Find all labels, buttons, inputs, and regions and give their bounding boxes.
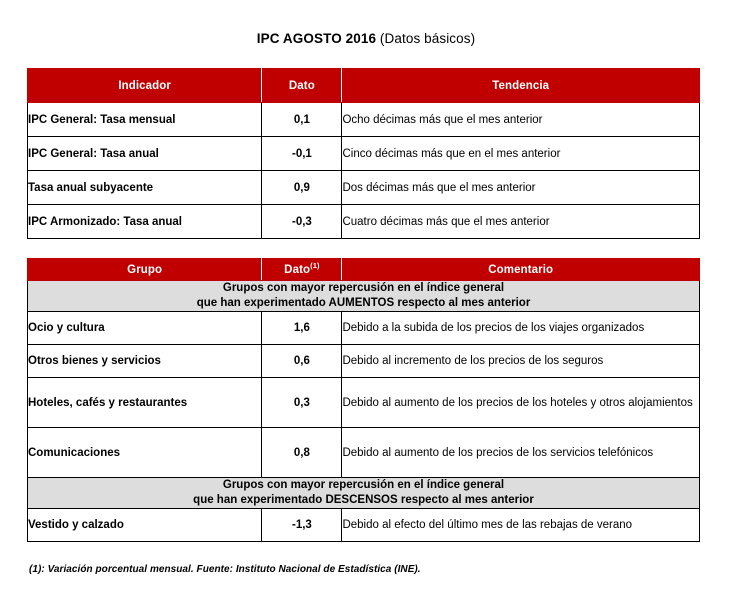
table-row	[28, 378, 700, 428]
cell-comentario: Debido al aumento de los precios de los servicios telefónicos	[342, 428, 700, 478]
cell-grupo: Vestido y calzado	[28, 509, 262, 542]
cell-tendencia: Cinco décimas más que en el mes anterior	[342, 137, 700, 171]
table-grupos-header-row	[28, 259, 700, 281]
cell-dato: -0,1	[262, 137, 342, 171]
cell-comentario: Debido a la subida de los precios de los viajes organizados	[342, 312, 700, 345]
footnote-marker: (1)	[310, 260, 320, 270]
cell-indicador: IPC General: Tasa anual	[28, 137, 262, 171]
column-header-indicador: Indicador	[28, 69, 262, 103]
cell-tendencia: Ocho décimas más que el mes anterior	[342, 103, 700, 137]
table-indicadores-header-row	[28, 69, 700, 103]
band-row-descensos	[28, 478, 700, 509]
column-header-dato	[262, 259, 342, 281]
column-header-grupo: Grupo	[28, 259, 262, 281]
cell-dato: -1,3	[262, 509, 342, 542]
footnote-source: (1): Variación porcentual mensual. Fuente: Instituto Nacional de Estadística (INE).	[29, 564, 421, 575]
cell-grupo: Ocio y cultura	[28, 312, 262, 345]
table-row	[28, 103, 700, 137]
cell-grupo: Otros bienes y servicios	[28, 345, 262, 378]
band-row-aumentos	[28, 281, 700, 312]
table-row	[28, 171, 700, 205]
page-title-rest: (Datos básicos)	[376, 31, 476, 46]
table-row	[28, 345, 700, 378]
page-title	[0, 31, 732, 47]
table-grupos	[27, 258, 700, 542]
page-title-strong: IPC AGOSTO 2016	[256, 31, 377, 46]
column-header-dato: Dato	[262, 69, 342, 103]
cell-tendencia: Dos décimas más que el mes anterior	[342, 171, 700, 205]
band-descensos-line1: Grupos con mayor repercusión en el índice general	[222, 479, 505, 491]
table-row	[28, 205, 700, 239]
column-header-tendencia: Tendencia	[342, 69, 700, 103]
cell-dato: -0,3	[262, 205, 342, 239]
table-row	[28, 428, 700, 478]
band-aumentos	[28, 281, 700, 312]
table-indicadores	[27, 68, 700, 239]
table-row	[28, 137, 700, 171]
cell-indicador: IPC General: Tasa mensual	[28, 103, 262, 137]
cell-grupo: Hoteles, cafés y restaurantes	[28, 378, 262, 428]
cell-dato: 0,3	[262, 378, 342, 428]
cell-comentario: Debido al efecto del último mes de las rebajas de verano	[342, 509, 700, 542]
column-header-dato-label: Dato	[284, 263, 311, 276]
cell-comentario: Debido al incremento de los precios de los seguros	[342, 345, 700, 378]
band-descensos	[28, 478, 700, 509]
band-descensos-line2: que han experimentado DESCENSOS respecto al mes anterior	[193, 494, 534, 506]
table-row	[28, 312, 700, 345]
cell-dato: 0,6	[262, 345, 342, 378]
band-aumentos-line1: Grupos con mayor repercusión en el índice general	[222, 282, 505, 294]
cell-indicador: IPC Armonizado: Tasa anual	[28, 205, 262, 239]
cell-dato: 1,6	[262, 312, 342, 345]
band-aumentos-line2: que han experimentado AUMENTOS respecto al mes anterior	[196, 297, 531, 309]
cell-dato: 0,1	[262, 103, 342, 137]
column-header-comentario: Comentario	[342, 259, 700, 281]
cell-grupo: Comunicaciones	[28, 428, 262, 478]
cell-dato: 0,8	[262, 428, 342, 478]
cell-indicador: Tasa anual subyacente	[28, 171, 262, 205]
table-row	[28, 509, 700, 542]
cell-tendencia: Cuatro décimas más que el mes anterior	[342, 205, 700, 239]
cell-comentario: Debido al aumento de los precios de los hoteles y otros alojamientos	[342, 378, 700, 428]
cell-dato: 0,9	[262, 171, 342, 205]
